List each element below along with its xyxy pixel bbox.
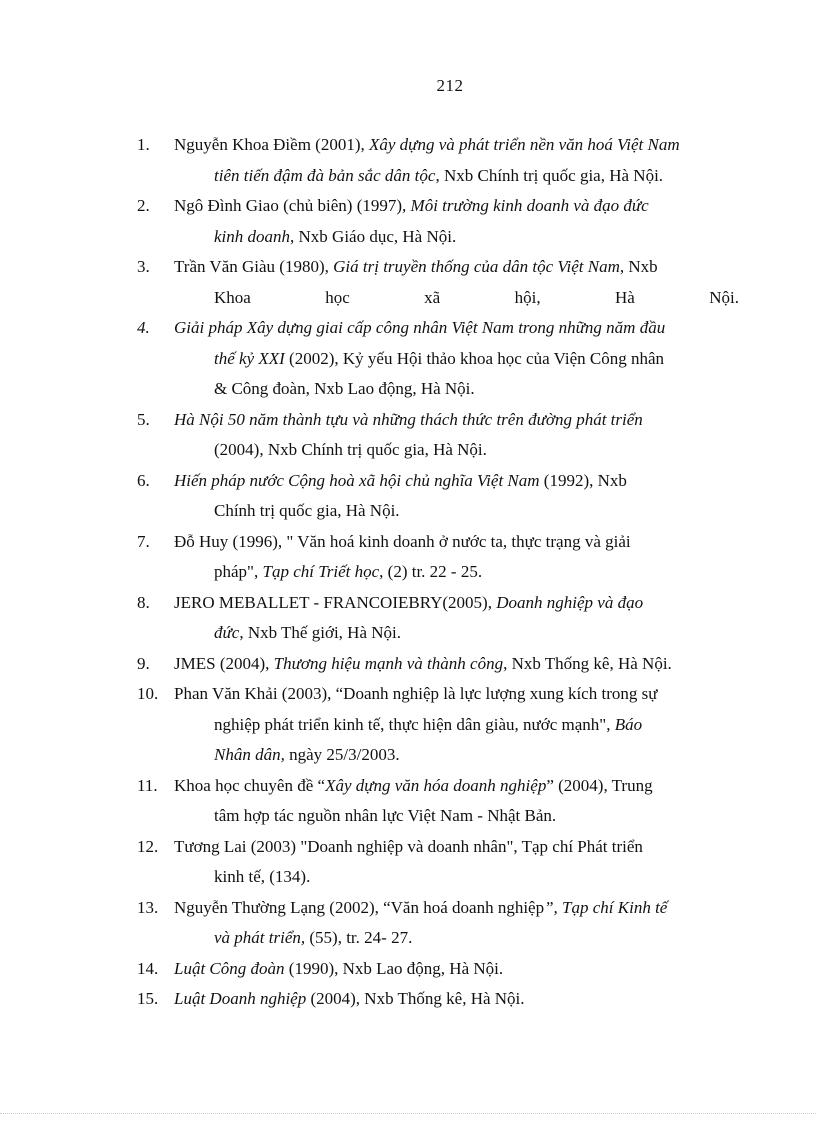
reference-text: ” (2004), Trung — [546, 775, 653, 795]
reference-text: (1992), Nxb — [539, 470, 627, 490]
reference-title-text: Giá trị truyền thống của dân tộc Việt Nam — [333, 257, 620, 276]
reference-item — [137, 649, 739, 680]
reference-line — [174, 710, 739, 741]
reference-line — [174, 832, 739, 863]
reference-title-text: Hà Nội 50 năm thành tựu và những thách thức trên đường phát triển — [174, 409, 643, 429]
reference-number: 14. — [137, 958, 159, 978]
reference-line — [174, 862, 739, 893]
reference-number: 2. — [137, 196, 150, 215]
reference-title-text: Xây dựng văn hóa doanh nghiệp — [325, 775, 547, 795]
reference-title-text: Giải pháp Xây dựng giai cấp công nhân Việt Nam trong những năm đầu — [174, 318, 666, 337]
reference-line — [174, 374, 739, 405]
reference-number: 5. — [137, 409, 150, 429]
reference-text: Khoa học xã hội, Hà Nội. — [214, 287, 739, 307]
reference-text: Phan Văn Khải (2003), “Doanh nghiệp là lực lượng xung kích trong sự — [174, 684, 658, 703]
reference-line — [174, 801, 739, 832]
reference-title-text: Luật Công đoàn — [174, 958, 285, 978]
reference-text: (2004), Nxb Thống kê, Hà Nội. — [306, 989, 525, 1008]
reference-number: 4. — [137, 318, 150, 337]
reference-number: 13. — [137, 897, 159, 917]
reference-item — [137, 130, 739, 191]
reference-line — [174, 496, 739, 527]
reference-line — [174, 954, 739, 985]
reference-text: JERO MEBALLET - FRANCOIEBRY(2005), — [174, 592, 497, 612]
reference-item — [137, 954, 739, 985]
reference-line — [174, 679, 739, 710]
reference-item — [137, 405, 739, 466]
reference-text: kinh tế, (134). — [214, 867, 311, 886]
reference-title-text: Xây dựng và phát triển nền văn hoá Việt Nam — [369, 135, 680, 154]
reference-text: ngày 25/3/2003. — [284, 745, 400, 764]
reference-line — [174, 283, 739, 314]
reference-text: , Nxb Giáo dục, Hà Nội. — [290, 226, 457, 246]
reference-line — [174, 191, 739, 222]
reference-text: Đỗ Huy (1996), " Văn hoá kinh doanh ở nước ta, thực trạng và giải — [174, 531, 631, 551]
reference-line — [174, 984, 739, 1015]
reference-line — [174, 344, 739, 375]
reference-number: 1. — [137, 135, 150, 154]
reference-title-text: Tạp chí Triết học — [262, 562, 380, 581]
reference-title-text: thế kỷ XXI — [214, 348, 285, 368]
reference-line — [174, 252, 739, 283]
reference-text: Trần Văn Giàu (1980), — [174, 257, 334, 276]
reference-number: 12. — [137, 836, 159, 856]
reference-number: 10. — [137, 684, 159, 703]
reference-line — [174, 740, 739, 771]
reference-text: Ngô Đình Giao (chủ biên) (1997), — [174, 196, 411, 215]
reference-text: , Nxb Thống kê, Hà Nội. — [503, 653, 672, 673]
reference-number: 6. — [137, 470, 150, 490]
reference-line — [174, 405, 739, 436]
reference-title-text: Luật Doanh nghiệp — [174, 989, 307, 1008]
reference-text: (2004), Nxb Chính trị quốc gia, Hà Nội. — [214, 440, 487, 459]
reference-title-text: Hiến pháp nước Cộng hoà xã hội chủ nghĩa Việt Nam — [174, 470, 540, 490]
reference-item — [137, 832, 739, 893]
reference-title-text: Thương hiệu mạnh và thành công — [273, 653, 504, 673]
reference-line — [174, 222, 739, 253]
reference-line — [174, 161, 739, 192]
reference-text: (55), tr. 24- 27. — [305, 928, 413, 947]
reference-item — [137, 466, 739, 527]
reference-line — [174, 527, 739, 558]
reference-line — [174, 618, 739, 649]
reference-text: Nguyễn Thường Lạng (2002), “Văn hoá doanh nghiệp — [174, 897, 545, 917]
reference-text: Tương Lai (2003) "Doanh nghiệp và doanh nhân", Tạp chí Phát triển — [174, 836, 643, 856]
reference-text: (2002), Kỷ yếu Hội thảo khoa học của Viện Công nhân — [284, 348, 664, 368]
reference-line — [174, 893, 739, 924]
reference-title-text: kinh doanh — [214, 226, 291, 246]
reference-title-text: tiên tiến đậm đà bản sắc dân tộc — [214, 165, 436, 185]
reference-line — [174, 588, 739, 619]
reference-line — [174, 313, 739, 344]
reference-item — [137, 679, 739, 771]
reference-text: nghiệp phát triển kinh tế, thực hiện dân giàu, nước mạnh", — [214, 714, 615, 734]
reference-item — [137, 527, 739, 588]
reference-number: 11. — [137, 775, 158, 795]
reference-text: (1990), Nxb Lao động, Hà Nội. — [284, 958, 504, 978]
reference-text: & Công đoàn, Nxb Lao động, Hà Nội. — [214, 379, 475, 398]
reference-title-text: Báo — [614, 714, 643, 734]
reference-title-text: Nhân dân, — [214, 745, 285, 764]
reference-title-text: đức — [214, 623, 240, 642]
reference-text: , Nxb — [619, 257, 658, 276]
reference-number: 7. — [137, 531, 150, 551]
reference-text: JMES (2004), — [174, 653, 274, 673]
reference-text: , Nxb Chính trị quốc gia, Hà Nội. — [435, 165, 664, 185]
reference-text: Nguyễn Khoa Điềm (2001), — [174, 135, 369, 154]
reference-line — [174, 771, 739, 802]
reference-number: 9. — [137, 653, 150, 673]
reference-item — [137, 191, 739, 252]
reference-title-text: ”, Tạp chí Kinh tế — [544, 897, 668, 917]
reference-item — [137, 313, 739, 405]
page-number: 212 — [436, 76, 464, 95]
reference-item — [137, 771, 739, 832]
reference-text: Khoa học chuyên đề “ — [174, 775, 326, 795]
reference-list — [137, 130, 739, 1015]
reference-number: 3. — [137, 257, 150, 276]
reference-text: tâm hợp tác nguồn nhân lực Việt Nam - Nhật Bản. — [214, 806, 557, 825]
reference-text: Chính trị quốc gia, Hà Nội. — [214, 501, 400, 520]
reference-number: 8. — [137, 592, 150, 612]
reference-text: , Nxb Thế giới, Hà Nội. — [239, 623, 401, 642]
reference-text: , (2) tr. 22 - 25. — [379, 562, 483, 581]
reference-line — [174, 557, 739, 588]
reference-title-text: Doanh nghiệp và đạo — [496, 592, 644, 612]
reference-text: pháp", — [214, 562, 263, 581]
reference-item — [137, 588, 739, 649]
reference-item — [137, 893, 739, 954]
reference-line — [174, 435, 739, 466]
reference-line — [174, 923, 739, 954]
reference-title-text: Môi trường kinh doanh và đạo đức — [410, 196, 649, 215]
page-bottom-rule — [0, 1113, 816, 1114]
reference-line — [174, 130, 739, 161]
reference-line — [174, 466, 739, 497]
reference-number: 15. — [137, 989, 159, 1008]
reference-item — [137, 984, 739, 1015]
reference-line — [174, 649, 739, 680]
reference-title-text: và phát triển, — [214, 928, 306, 947]
reference-item — [137, 252, 739, 313]
